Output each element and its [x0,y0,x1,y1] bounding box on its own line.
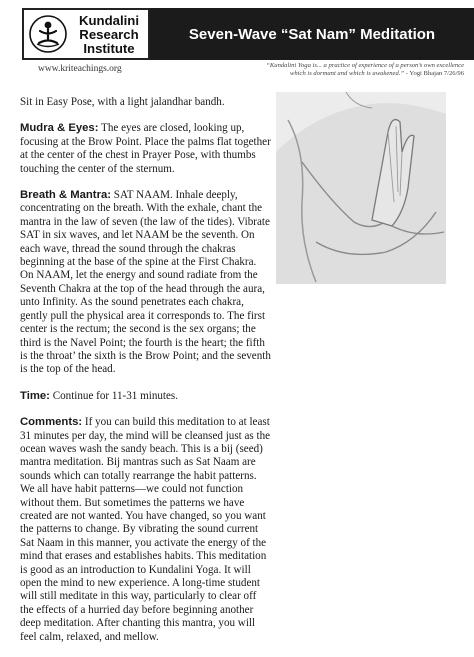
website-link[interactable]: www.kriteachings.org [38,64,122,74]
logo-line: Institute [83,41,135,56]
time-text: Continue for 11-31 minutes. [49,389,179,402]
logo-line: Research [79,27,139,42]
quote-text: “Kundalini Yoga is... a practice of experience of a person’s own excellence [266,62,464,69]
breath-text: SAT NAAM. Inhale deeply, concentrating on the breath. With the exhale, chant the mantra in the law of seven (the law of the tides). Vibrate SAT in six waves, and let NAAM be the seventh. On each wave, thread the sound through the chakras beginning at the base of the spine at the First Chakra. On NAAM, let the energy and sound radiate from the Seventh Chakra at the top of the head through the aura, unto Infinity. As the sound penetrates each chakra, gently pull the physical area it corresponds to. The first center is the rectum; the second is the sex organs; the third is the Navel Point; the fourth is the heart; the fifth is the throat’ the sixth is the Brow Point; and the seventh is the top of the head. [20,189,271,376]
quote-line [168,62,464,70]
mudra-label: Mudra & Eyes: [20,122,99,135]
mudra-text: The eyes are closed, looking up, focusing at the Brow Point. Place the palms flat together at the center of the chest in Prayer Pose, with thumbs touching the center of the sternum. [20,122,271,175]
quote-line [168,70,464,78]
meditating-figure-icon [28,14,68,54]
logo-line: Kundalini [78,13,140,28]
comments-label: Comments: [20,416,83,429]
time-label: Time: [20,389,50,402]
quote-text: which is dormant and which is awakened.” [289,70,405,77]
page-title: Seven-Wave “Sat Nam” Meditation [150,8,474,60]
quote-author: - Yogi Bhajan 7/26/96 [404,70,464,77]
header-quote [168,62,464,78]
breath-label: Breath & Mantra: [20,189,112,202]
mudra-section [20,122,272,176]
page-header [0,0,474,88]
breath-section [20,189,272,377]
logo-text [70,14,148,56]
comments-section [20,416,272,644]
meditation-body [20,96,460,657]
kri-logo [22,8,150,60]
time-section [20,390,272,403]
intro-paragraph: Sit in Easy Pose, with a light jalandhar bandh. [20,96,225,108]
comments-text: If you can build this meditation to at least 31 minutes per day, the mind will be cleansed just as the ocean waves wash the sandy beach. This is a bij (seed) mantra meditation. Bij mantras such as Sat Naam are sounds which can totally rearrange the habit patterns. We all have habit patterns—we could not function without them. But sometimes the patterns we have created are not wanted. You have changed, so you want the patterns to change. By vibrating the sound current Sat Naam in this manner, you activate the energy of the mind that erases and establishes habits. This meditation is good as an introduction to Kundalini Yoga. It will open the mind to new experience. A long-time student will still meditate in this way, particularly to clear off the effects of a hurried day before beginning another deep meditation. After chanting this mantra, you will feel calm, relaxed, and mellow. [20,416,271,643]
